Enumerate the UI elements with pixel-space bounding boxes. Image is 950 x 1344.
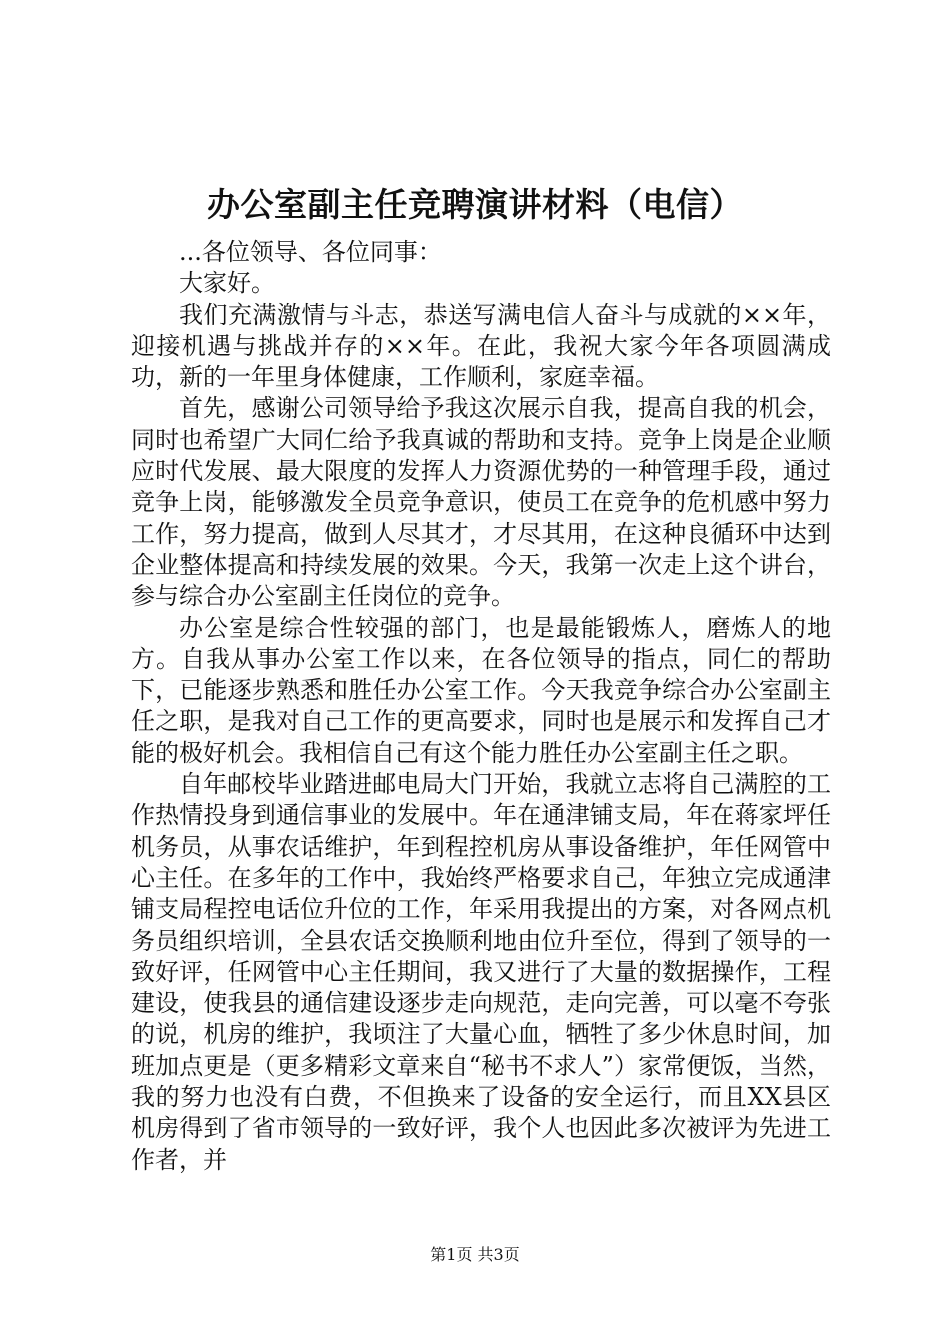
- paragraph-office-role: 办公室是综合性较强的部门，也是最能锻炼人，磨炼人的地方。自我从事办公室工作以来，在各位领导的指点，同仁的帮助下，已能逐步熟悉和胜任办公室工作。今天我竞争综合办公室副主任之职，是我对自己工作的更高要求，同时也是展示和发挥自己才能的极好机会。我相信自己有这个能力胜任办公室副主任之职。: [131, 613, 831, 767]
- paragraph-work-history: 自年邮校毕业踏进邮电局大门开始，我就立志将自己满腔的工作热情投身到通信事业的发展中。年在通津铺支局，年在蒋家坪任机务员，从事农话维护，年到程控机房从事设备维护，年任网管中心主任。在多年的工作中，我始终严格要求自己，年独立完成通津铺支局程控电话位升位的工作，年采用我提出的方案，对各网点机务员组织培训，全县农话交换顺利地由位升至位，得到了领导的一致好评，任网管中心主任期间，我又进行了大量的数据操作，工程建设，使我县的通信建设逐步走向规范，走向完善，可以毫不夸张的说，机房的维护，我顷注了大量心血，牺牲了多少休息时间，加班加点更是（更多精彩文章来自“秘书不求人”）家常便饭，当然，我的努力也没有白费，不但换来了设备的安全运行，而且XX县区机房得到了省市领导的一致好评，我个人也因此多次被评为先进工作者，并: [131, 770, 831, 1174]
- page-footer: 第1页 共3页: [430, 1245, 520, 1264]
- document-body: [131, 237, 831, 1176]
- paragraph-thanks-and-competition: 首先，感谢公司领导给予我这次展示自我，提高自我的机会，同时也希望广大同仁给予我真诚的帮助和支持。竞争上岗是企业顺应时代发展、最大限度的发挥人力资源优势的一种管理手段，通过竞争上岗，能够激发全员竞争意识，使员工在竞争的危机感中努力工作，努力提高，做到人尽其才，才尽其用，在这种良循环中达到企业整体提高和持续发展的效果。今天，我第一次走上这个讲台，参与综合办公室副主任岗位的竞争。: [131, 394, 831, 611]
- paragraph-greeting: 大家好。: [179, 269, 275, 298]
- paragraph-new-year-wishes: 我们充满激情与斗志，恭送写满电信人奋斗与成就的××年，迎接机遇与挑战并存的××年。在此，我祝大家今年各项圆满成功，新的一年里身体健康，工作顺利，家庭幸福。: [131, 300, 831, 392]
- salutation: ...各位领导、各位同事：: [179, 238, 442, 266]
- document-title: 办公室副主任竞聘演讲材料（电信）: [207, 185, 743, 224]
